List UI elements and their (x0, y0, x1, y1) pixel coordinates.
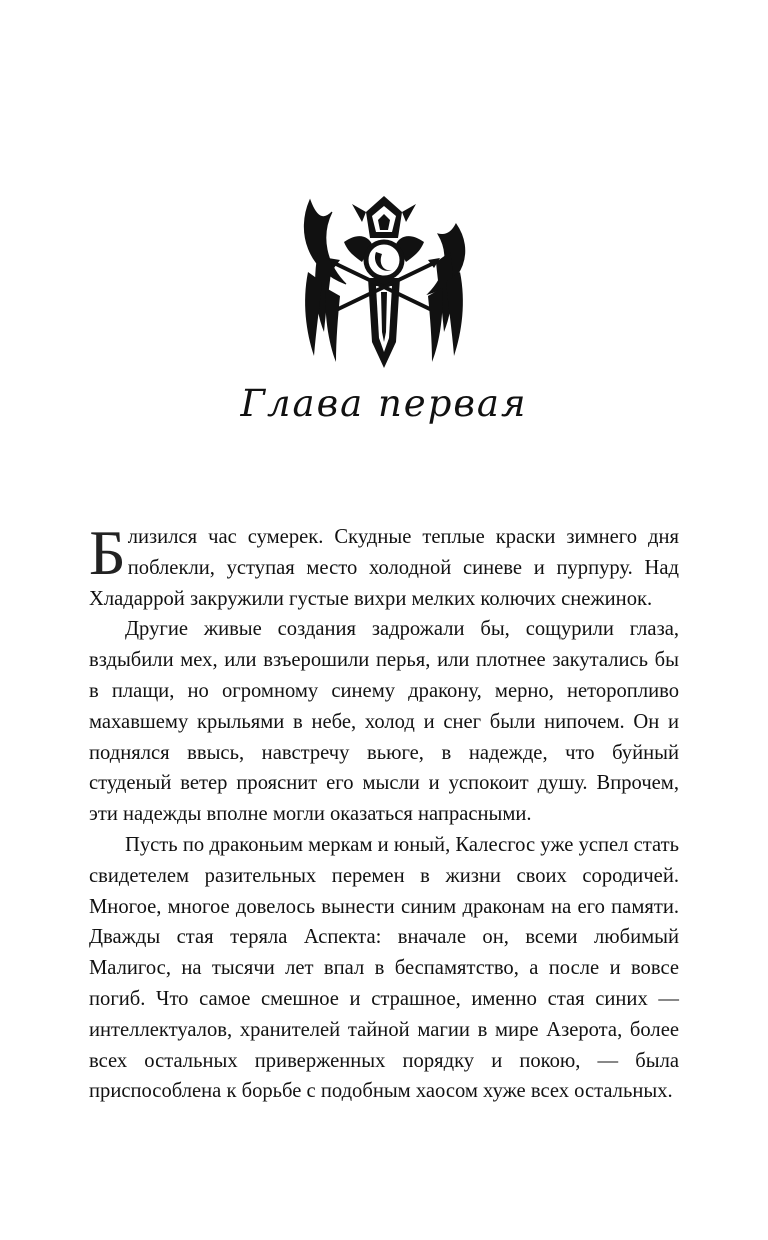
chapter-body (89, 517, 679, 1107)
chapter-title: Глава первая (240, 382, 528, 425)
drop-cap: Б (89, 517, 126, 588)
paragraph-text: лизился час сумерек. Скудные теплые краски зимнего дня поблекли, уступая место холодной синеве и пурпуру. Над Хладаррой закружили густые вихри мелких колючих снежинок. (89, 526, 679, 610)
paragraph (89, 517, 679, 614)
night-elf-crest-icon (288, 192, 480, 374)
paragraph: Другие живые создания задрожали бы, сощурили глаза, вздыбили мех, или взъерошили перья, или плотнее закутались бы в плащи, но огромному синему дракону, мерно, неторопливо махавшему крыльями в небе, холод и снег были нипочем. Он и поднялся ввысь, навстречу вьюге, в надежде, что буйный студеный ветер прояснит его мысли и успокоит душу. Впрочем, эти надежды вполне могли оказаться напрасными. (89, 618, 679, 826)
paragraph: Пусть по драконьим меркам и юный, Калесгос уже успел стать свидетелем разительных перемен в жизни своих сородичей. Многое, многое довелось вынести синим драконам на его памяти. Дважды стая теряла Аспекта: вначале он, всеми любимый Малигос, на тысячи лет впал в беспамятство, а после и вовсе погиб. Что самое смешное и страшное, именно стая синих — интеллектуалов, хранителей тайной магии в мире Азерота, более всех остальных приверженных порядку и покою, — была приспособлена к борьбе с подобным хаосом хуже всех остальных. (89, 833, 679, 1103)
